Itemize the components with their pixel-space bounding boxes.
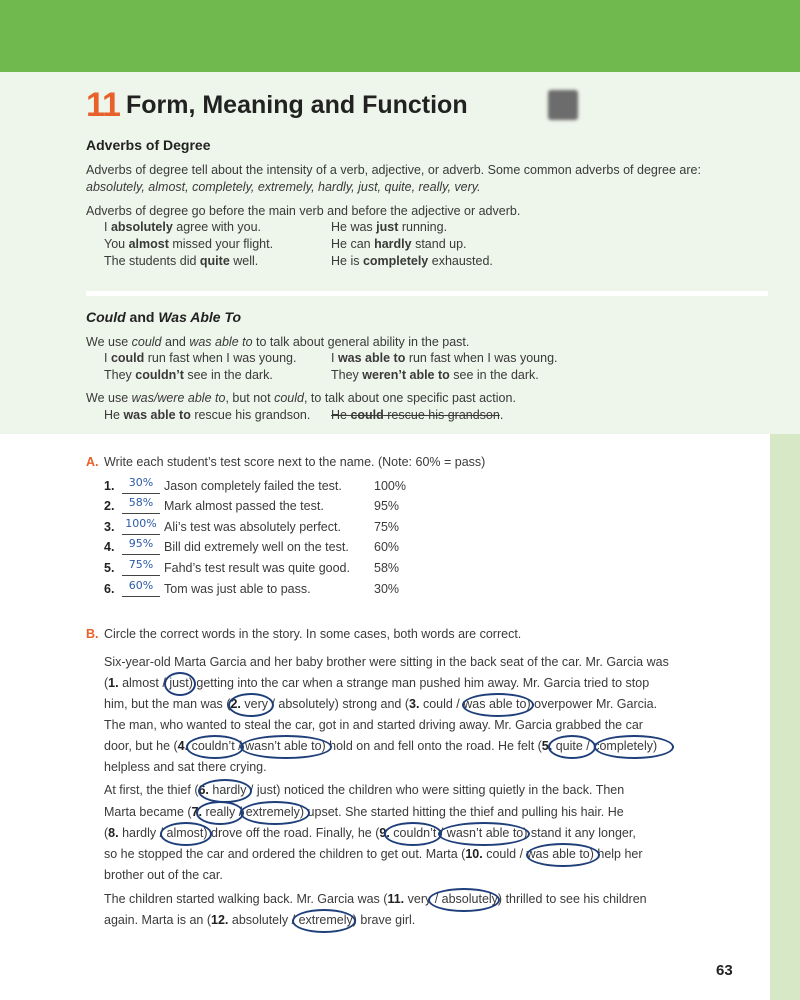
exercise-a-item-5: 5. 75% Fahd’s test result was quite good. 58%: [104, 558, 400, 575]
answer-circle-really: [196, 801, 244, 825]
answer-circle-very: [228, 693, 274, 717]
story-line: Marta became (7. really / extremely) upset. She started hitting the thief and pulling his hair. He: [104, 805, 624, 819]
exercise-a-item-4: 4. 95% Bill did extremely well on the test. 60%: [104, 537, 400, 554]
redacted-icon: [548, 90, 578, 120]
example-left-3: The students did quite well.: [104, 254, 259, 268]
story-line: door, but he (4. couldn’t / wasn’t able to) hold on and fell onto the road. He felt (5. quite / completely): [104, 739, 658, 753]
answer-blank[interactable]: 30%: [122, 479, 160, 494]
story-line: At first, the thief (6. hardly / just) noticed the children who were sitting quietly in the back. Then: [104, 783, 625, 797]
story-line: again. Marta is an (12. absolutely / extremely) brave girl.: [104, 913, 416, 927]
specific-example-incorrect: He could rescue his grandson.: [331, 408, 504, 422]
section-divider: [86, 291, 768, 296]
could-example-right-1: I was able to run fast when I was young.: [331, 351, 558, 365]
section1-intro: [86, 162, 766, 196]
section2-line1: We use could and was able to to talk about general ability in the past.: [86, 335, 470, 349]
exercise-a-item-2: 2. 58% Mark almost passed the test. 95%: [104, 496, 400, 513]
answer-blank[interactable]: 58%: [122, 499, 160, 514]
exercise-a-letter: A.: [86, 455, 99, 469]
answer-blank[interactable]: 75%: [122, 561, 160, 576]
story-line: (8. hardly / almost) drove off the road. Finally, he (9. couldn’t / wasn’t able to) stand it any longer,: [104, 826, 636, 840]
answer-circle-was-able-to-2: [526, 843, 600, 867]
story-line: helpless and sat there crying.: [104, 760, 267, 774]
exercise-a-instruction: Write each student’s test score next to the name. (Note: 60% = pass): [104, 455, 486, 469]
section-heading-could: Could and Was Able To: [86, 309, 242, 325]
example-left-2: You almost missed your flight.: [104, 237, 274, 251]
answer-circle-hardly: [198, 779, 252, 803]
exercise-a-item-1: 1. 30% Jason completely failed the test. 100%: [104, 476, 406, 493]
answer-circle-was-able-to: [462, 693, 534, 717]
story-line: (1. almost / just) getting into the car when a strange man pushed him away. Mr. Garcia tried to stop: [104, 676, 650, 690]
answer-circle-just: [164, 672, 196, 696]
could-example-right-2: They weren’t able to see in the dark.: [331, 368, 539, 382]
exercise-b-letter: B.: [86, 627, 99, 641]
story-line: The man, who wanted to steal the car, got in and started driving away. Mr. Garcia grabbed the car: [104, 718, 643, 732]
answer-circle-wasnt-able-to-2: [438, 822, 530, 846]
section-heading-adverbs: Adverbs of Degree: [86, 137, 211, 153]
unit-title: [86, 86, 468, 126]
answer-circle-quite: [548, 735, 596, 759]
unit-number: 11: [86, 86, 120, 124]
side-bar: [770, 434, 800, 1000]
exercise-b-instruction: Circle the correct words in the story. In some cases, both words are correct.: [104, 627, 522, 641]
answer-blank[interactable]: 95%: [122, 540, 160, 555]
specific-example-correct: He was able to rescue his grandson.: [104, 408, 311, 422]
answer-circle-couldnt-2: [384, 822, 442, 846]
answer-circle-wasnt-able-to: [240, 735, 332, 759]
could-example-left-1: I could run fast when I was young.: [104, 351, 297, 365]
example-left-1: I absolutely agree with you.: [104, 220, 262, 234]
story-line: The children started walking back. Mr. Garcia was (11. very / absolutely) thrilled to see his children: [104, 892, 647, 906]
answer-circle-almost: [160, 822, 212, 846]
example-right-3: He is completely exhausted.: [331, 254, 493, 268]
unit-title-text: Form, Meaning and Function: [125, 91, 468, 119]
page-number: 63: [716, 962, 733, 979]
intro-line-2: absolutely, almost, completely, extremely, hardly, just, quite, really, very.: [86, 180, 481, 194]
answer-blank[interactable]: 100%: [122, 520, 160, 535]
answer-blank[interactable]: 60%: [122, 582, 160, 597]
answer-circle-couldnt: [186, 735, 244, 759]
section2-line2: We use was/were able to, but not could, to talk about one specific past action.: [86, 391, 516, 405]
story-line: brother out of the car.: [104, 868, 223, 882]
example-right-2: He can hardly stand up.: [331, 237, 467, 251]
story-line: him, but the man was (2. very / absolutely) strong and (3. could / was able to) overpower Mr. Garcia.: [104, 697, 658, 711]
exercise-a-item-3: 3. 100% Ali’s test was absolutely perfect. 75%: [104, 517, 400, 534]
could-example-left-2: They couldn’t see in the dark.: [104, 368, 273, 382]
story-line: so he stopped the car and ordered the children to get out. Marta (10. could / was able to) help her: [104, 847, 643, 861]
answer-circle-completely: [594, 735, 674, 759]
intro-line-1: Adverbs of degree tell about the intensity of a verb, adjective, or adverb. Some common adverbs of degree are:: [86, 163, 701, 177]
answer-circle-absolutely: [428, 888, 500, 912]
example-right-1: He was just running.: [331, 220, 448, 234]
answer-circle-extremely-2: [292, 909, 356, 933]
header-bar: [0, 0, 800, 72]
story-line: Six-year-old Marta Garcia and her baby brother were sitting in the back seat of the car. Mr. Garcia was: [104, 655, 669, 669]
exercise-a-item-6: 6. 60% Tom was just able to pass. 30%: [104, 579, 400, 596]
section1-rule: Adverbs of degree go before the main verb and before the adjective or adverb.: [86, 204, 521, 218]
answer-circle-extremely: [240, 801, 310, 825]
